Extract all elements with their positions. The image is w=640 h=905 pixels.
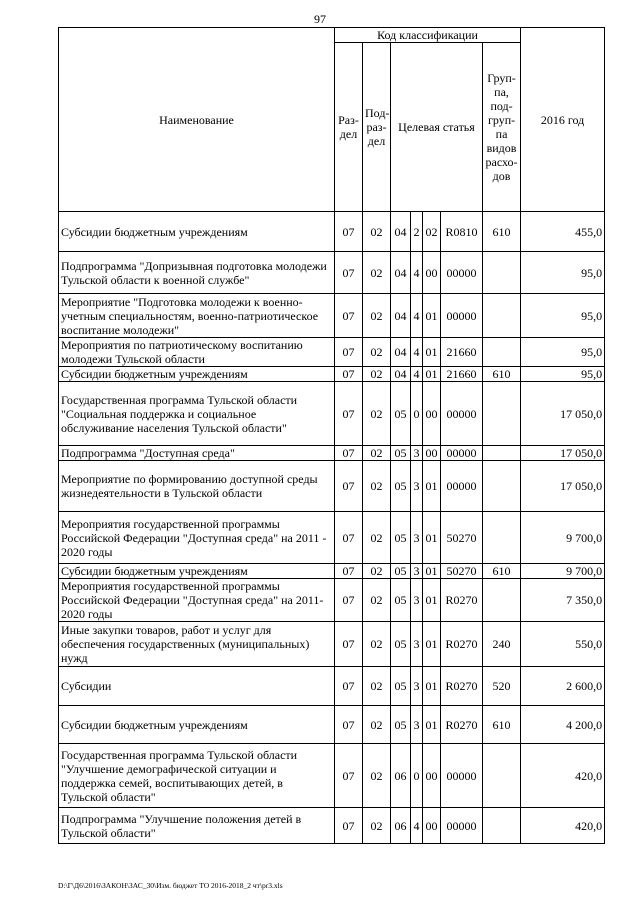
expense-type-cell	[483, 252, 521, 294]
target-part2-cell: 3	[411, 512, 423, 564]
amount-cell: 17 050,0	[521, 461, 605, 512]
amount-cell: 95,0	[521, 338, 605, 367]
target-part1-cell: 05	[391, 706, 411, 744]
target-part3-cell: 02	[423, 212, 441, 252]
target-part1-cell: 04	[391, 367, 411, 382]
target-part2-cell: 4	[411, 367, 423, 382]
expense-type-cell	[483, 744, 521, 808]
expense-type-cell	[483, 461, 521, 512]
row-name: Субсидии бюджетным учреждениям	[59, 212, 335, 252]
razdel-cell: 07	[335, 461, 363, 512]
table-row	[59, 367, 605, 382]
expense-type-cell: 520	[483, 667, 521, 706]
target-part1-cell: 04	[391, 212, 411, 252]
table-row	[59, 461, 605, 512]
row-name: Мероприятие "Подготовка молодежи к военно-учетным специальностям, военно-патриотическое воспитание молодежи"	[59, 294, 335, 338]
expense-type-cell: 240	[483, 622, 521, 667]
target-part2-cell: 3	[411, 564, 423, 579]
target-part1-cell: 05	[391, 564, 411, 579]
target-part1-cell: 05	[391, 579, 411, 622]
razdel-cell: 07	[335, 338, 363, 367]
target-part1-cell: 05	[391, 382, 411, 446]
table-row	[59, 622, 605, 667]
amount-cell: 95,0	[521, 367, 605, 382]
amount-cell: 95,0	[521, 294, 605, 338]
podrazdel-cell: 02	[363, 622, 391, 667]
target-code-cell: 50270	[441, 564, 483, 579]
table-row	[59, 382, 605, 446]
razdel-cell: 07	[335, 622, 363, 667]
header-year: 2016 год	[521, 28, 605, 212]
table-row	[59, 808, 605, 844]
table-row	[59, 212, 605, 252]
amount-cell: 9 700,0	[521, 512, 605, 564]
target-code-cell: R0270	[441, 706, 483, 744]
row-name: Субсидии бюджетным учреждениям	[59, 564, 335, 579]
amount-cell: 2 600,0	[521, 667, 605, 706]
razdel-cell: 07	[335, 579, 363, 622]
podrazdel-cell: 02	[363, 338, 391, 367]
expense-type-cell	[483, 446, 521, 461]
target-part2-cell: 4	[411, 808, 423, 844]
target-code-cell: 00000	[441, 446, 483, 461]
target-part2-cell: 0	[411, 382, 423, 446]
target-code-cell: 00000	[441, 744, 483, 808]
target-part1-cell: 06	[391, 744, 411, 808]
header-target-article: Целевая статья	[391, 43, 483, 212]
target-code-cell: 00000	[441, 252, 483, 294]
expense-type-cell	[483, 579, 521, 622]
row-name: Мероприятия по патриотическому воспитанию молодежи Тульской области	[59, 338, 335, 367]
expense-type-cell	[483, 512, 521, 564]
table-row	[59, 706, 605, 744]
podrazdel-cell: 02	[363, 382, 391, 446]
amount-cell: 420,0	[521, 808, 605, 844]
target-part1-cell: 05	[391, 622, 411, 667]
target-part2-cell: 3	[411, 706, 423, 744]
target-code-cell: 21660	[441, 338, 483, 367]
row-name: Иные закупки товаров, работ и услуг для обеспечения государственных (муниципальных) нужд	[59, 622, 335, 667]
razdel-cell: 07	[335, 212, 363, 252]
target-code-cell: R0270	[441, 622, 483, 667]
table-header	[59, 28, 605, 212]
table-row	[59, 512, 605, 564]
podrazdel-cell: 02	[363, 744, 391, 808]
razdel-cell: 07	[335, 744, 363, 808]
razdel-cell: 07	[335, 512, 363, 564]
target-part3-cell: 00	[423, 252, 441, 294]
razdel-cell: 07	[335, 808, 363, 844]
podrazdel-cell: 02	[363, 367, 391, 382]
target-part1-cell: 05	[391, 446, 411, 461]
target-part3-cell: 00	[423, 446, 441, 461]
table-row	[59, 579, 605, 622]
amount-cell: 420,0	[521, 744, 605, 808]
row-name: Государственная программа Тульской области "Социальная поддержка и социальное обслуживание населения Тульской области"	[59, 382, 335, 446]
target-part3-cell: 00	[423, 744, 441, 808]
header-code-group: Код классификации	[335, 28, 521, 43]
target-part1-cell: 04	[391, 252, 411, 294]
target-part2-cell: 4	[411, 338, 423, 367]
page-number: 97	[314, 12, 326, 26]
target-part1-cell: 04	[391, 338, 411, 367]
podrazdel-cell: 02	[363, 212, 391, 252]
table-row	[59, 338, 605, 367]
table-body	[59, 212, 605, 844]
razdel-cell: 07	[335, 294, 363, 338]
expense-type-cell: 610	[483, 212, 521, 252]
budget-table	[58, 27, 605, 844]
target-part1-cell: 05	[391, 512, 411, 564]
target-part3-cell: 01	[423, 294, 441, 338]
target-code-cell: 00000	[441, 461, 483, 512]
razdel-cell: 07	[335, 564, 363, 579]
podrazdel-cell: 02	[363, 512, 391, 564]
target-part2-cell: 3	[411, 446, 423, 461]
row-name: Субсидии бюджетным учреждениям	[59, 367, 335, 382]
footer-file-path: D:\Г\Д6\2016\ЗАКОН\ЗАС_30\Изм. бюджет ТО 2016-2018_2 чт\pr3.xls	[58, 881, 283, 890]
row-name: Мероприятия государственной программы Российской Федерации "Доступная среда" на 2011-2020 годы	[59, 579, 335, 622]
podrazdel-cell: 02	[363, 461, 391, 512]
row-name: Субсидии бюджетным учреждениям	[59, 706, 335, 744]
table-row	[59, 446, 605, 461]
target-part2-cell: 2	[411, 212, 423, 252]
target-part2-cell: 4	[411, 294, 423, 338]
target-part1-cell: 05	[391, 461, 411, 512]
table-row	[59, 744, 605, 808]
row-name: Подпрограмма "Доступная среда"	[59, 446, 335, 461]
expense-type-cell	[483, 338, 521, 367]
target-code-cell: R0810	[441, 212, 483, 252]
target-part3-cell: 01	[423, 367, 441, 382]
row-name: Государственная программа Тульской области "Улучшение демографической ситуации и поддержка семей, воспитывающих детей, в Тульской области"	[59, 744, 335, 808]
podrazdel-cell: 02	[363, 808, 391, 844]
razdel-cell: 07	[335, 446, 363, 461]
expense-type-cell	[483, 382, 521, 446]
podrazdel-cell: 02	[363, 706, 391, 744]
amount-cell: 9 700,0	[521, 564, 605, 579]
podrazdel-cell: 02	[363, 294, 391, 338]
expense-type-cell: 610	[483, 367, 521, 382]
target-part2-cell: 3	[411, 667, 423, 706]
amount-cell: 17 050,0	[521, 382, 605, 446]
target-part2-cell: 3	[411, 622, 423, 667]
podrazdel-cell: 02	[363, 446, 391, 461]
target-code-cell: 00000	[441, 294, 483, 338]
target-part3-cell: 01	[423, 622, 441, 667]
target-part2-cell: 3	[411, 579, 423, 622]
razdel-cell: 07	[335, 667, 363, 706]
target-code-cell: 21660	[441, 367, 483, 382]
amount-cell: 4 200,0	[521, 706, 605, 744]
amount-cell: 7 350,0	[521, 579, 605, 622]
target-code-cell: 00000	[441, 382, 483, 446]
target-part2-cell: 4	[411, 252, 423, 294]
target-part3-cell: 01	[423, 667, 441, 706]
target-code-cell: 50270	[441, 512, 483, 564]
podrazdel-cell: 02	[363, 579, 391, 622]
target-code-cell: R0270	[441, 667, 483, 706]
razdel-cell: 07	[335, 382, 363, 446]
expense-type-cell: 610	[483, 564, 521, 579]
podrazdel-cell: 02	[363, 667, 391, 706]
target-part3-cell: 01	[423, 338, 441, 367]
amount-cell: 17 050,0	[521, 446, 605, 461]
row-name: Мероприятия государственной программы Российской Федерации "Доступная среда" на 2011 - 2020 годы	[59, 512, 335, 564]
row-name: Мероприятие по формированию доступной среды жизнедеятельности в Тульской области	[59, 461, 335, 512]
expense-type-cell	[483, 294, 521, 338]
target-part2-cell: 0	[411, 744, 423, 808]
target-part3-cell: 01	[423, 706, 441, 744]
target-part3-cell: 01	[423, 512, 441, 564]
razdel-cell: 07	[335, 706, 363, 744]
header-name: Наименование	[59, 28, 335, 212]
amount-cell: 550,0	[521, 622, 605, 667]
row-name: Субсидии	[59, 667, 335, 706]
table-row	[59, 294, 605, 338]
target-part3-cell: 01	[423, 579, 441, 622]
header-expense-group: Груп-па, под-груп-па видов расхо-дов	[483, 43, 521, 212]
amount-cell: 455,0	[521, 212, 605, 252]
target-code-cell: 00000	[441, 808, 483, 844]
expense-type-cell	[483, 808, 521, 844]
row-name: Подпрограмма "Улучшение положения детей в Тульской области"	[59, 808, 335, 844]
target-code-cell: R0270	[441, 579, 483, 622]
row-name: Подпрограмма "Допризывная подготовка молодежи Тульской области к военной службе"	[59, 252, 335, 294]
target-part2-cell: 3	[411, 461, 423, 512]
target-part1-cell: 04	[391, 294, 411, 338]
table-row	[59, 564, 605, 579]
target-part3-cell: 00	[423, 808, 441, 844]
header-razdel: Раз-дел	[335, 43, 363, 212]
podrazdel-cell: 02	[363, 564, 391, 579]
podrazdel-cell: 02	[363, 252, 391, 294]
target-part3-cell: 01	[423, 461, 441, 512]
target-part3-cell: 01	[423, 564, 441, 579]
target-part3-cell: 00	[423, 382, 441, 446]
target-part1-cell: 05	[391, 667, 411, 706]
header-podrazdel: Под-раз-дел	[363, 43, 391, 212]
target-part1-cell: 06	[391, 808, 411, 844]
table-row	[59, 667, 605, 706]
amount-cell: 95,0	[521, 252, 605, 294]
razdel-cell: 07	[335, 367, 363, 382]
expense-type-cell: 610	[483, 706, 521, 744]
razdel-cell: 07	[335, 252, 363, 294]
table-row	[59, 252, 605, 294]
